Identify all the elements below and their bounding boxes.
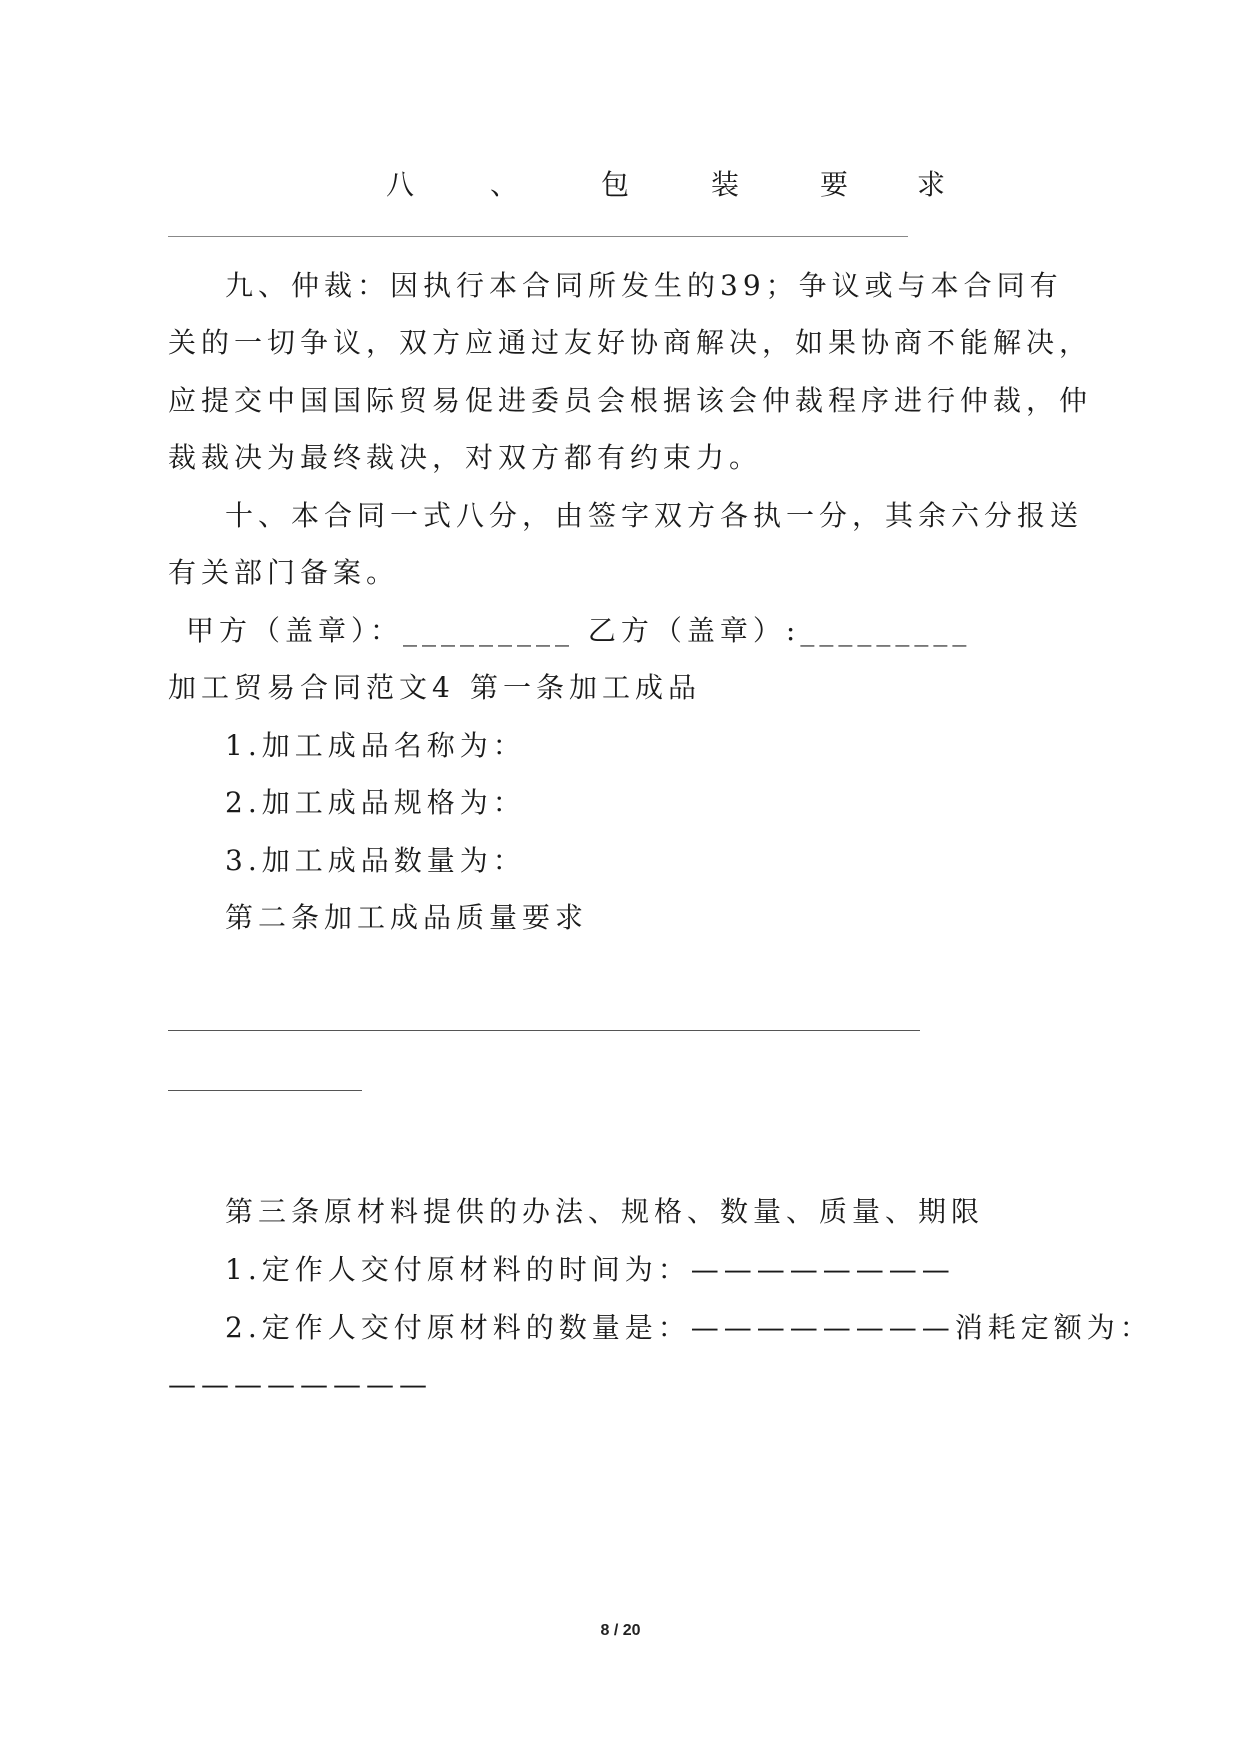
material-qty-continuation: ————————	[168, 1368, 432, 1401]
material-qty-item: 2.定作人交付原材料的数量是：————————消耗定额为：	[225, 1311, 1153, 1344]
heading-char: 、	[490, 168, 519, 201]
section-9-line: 裁裁决为最终裁决，对双方都有约束力。	[168, 441, 763, 474]
blank-underline	[168, 236, 908, 237]
section-9-line: 关的一切争议，双方应通过友好协商解决，如果协商不能解决，	[168, 326, 1093, 359]
page-number: 8 / 20	[600, 1622, 641, 1639]
section-10-line: 十、本合同一式八分，由签字双方各执一分，其余六分报送	[225, 499, 1084, 532]
section-9-line: 应提交中国国际贸易促进委员会根据该会仲裁程序进行仲裁，仲	[168, 384, 1093, 417]
heading-char: 八	[386, 168, 415, 201]
heading-char: 要	[820, 168, 849, 201]
product-spec-item: 2.加工成品规格为：	[225, 786, 526, 819]
section-10-line: 有关部门备案。	[168, 556, 400, 589]
signature-line: 甲方（盖章）：_________ 乙方（盖章）:_________	[186, 614, 972, 647]
article-2-heading: 第二条加工成品质量要求	[225, 901, 589, 934]
article-1-heading: 第一条加工成品	[470, 671, 702, 704]
product-name-item: 1.加工成品名称为：	[225, 729, 526, 762]
section-9-line: 九、仲裁：因执行本合同所发生的39；争议或与本合同有	[225, 269, 1063, 302]
article-3-heading: 第三条原材料提供的办法、规格、数量、质量、期限	[225, 1195, 985, 1228]
blank-dash-line	[168, 1090, 362, 1091]
product-qty-item: 3.加工成品数量为：	[225, 844, 526, 877]
heading-char: 包	[601, 168, 630, 201]
material-time-item: 1.定作人交付原材料的时间为：————————	[225, 1253, 955, 1286]
template-title: 加工贸易合同范文4	[168, 671, 455, 704]
blank-dash-line	[168, 1030, 920, 1031]
heading-char: 求	[917, 168, 946, 201]
heading-char: 装	[711, 168, 740, 201]
